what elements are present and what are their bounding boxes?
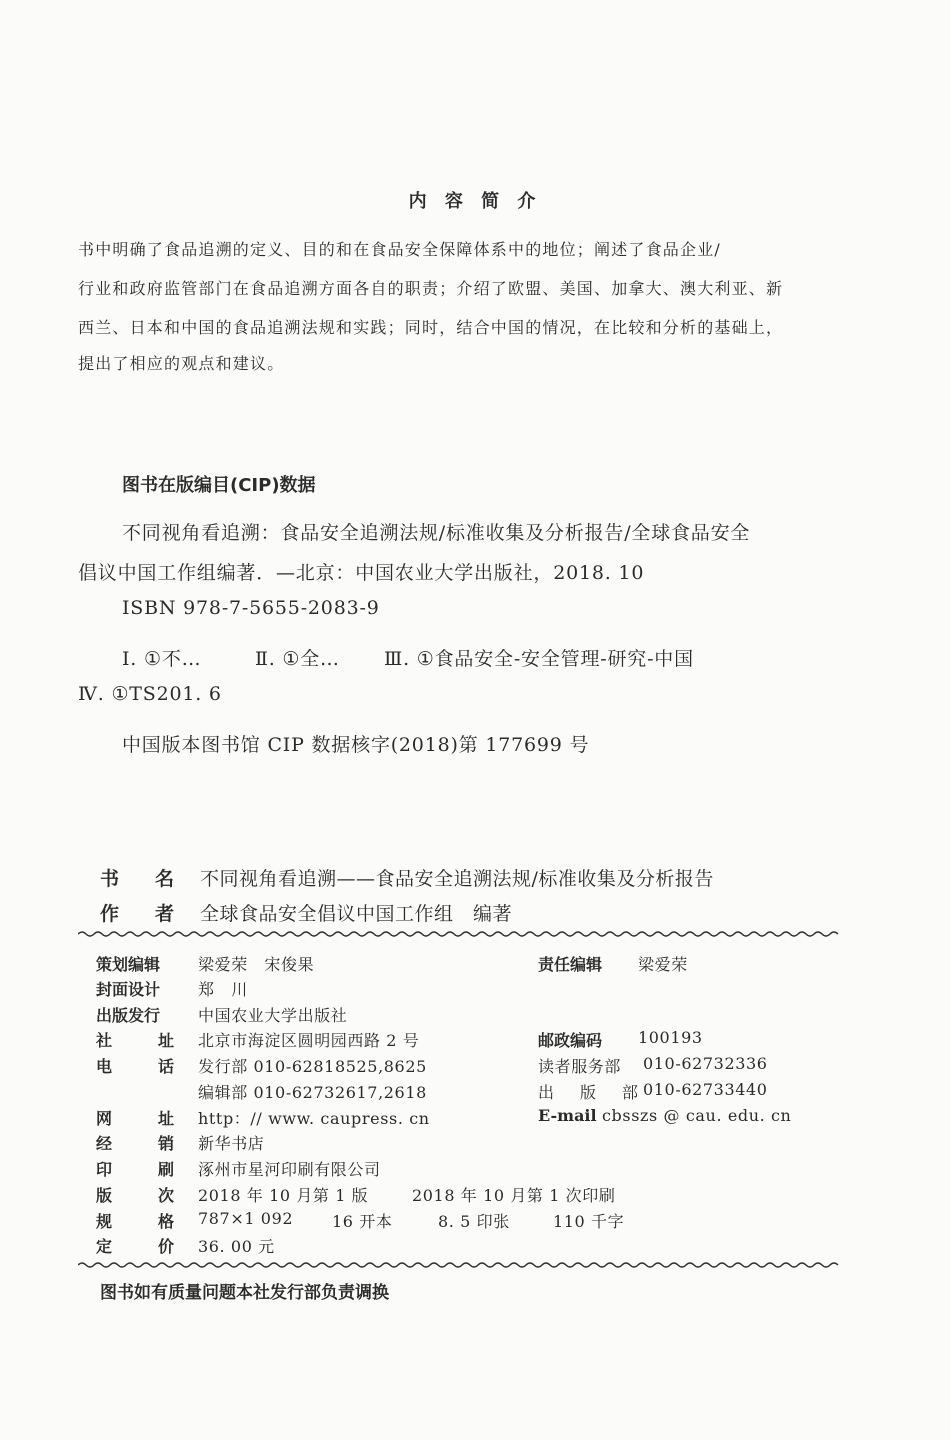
address-label: 社 — [96, 1031, 113, 1050]
publishing-dept-value: 010-62733440 — [643, 1080, 768, 1099]
quality-notice: 图书如有质量问题本社发行部负责调换 — [100, 1283, 389, 1303]
distributor-label: 销 — [158, 1134, 175, 1153]
publishing-dept-label: 版 — [580, 1083, 597, 1102]
summary-line: 行业和政府监管部门在食品追溯方面各自的职责；介绍了欧盟、美国、加拿大、澳大利亚、新 — [78, 279, 784, 298]
planning-editor-label: 策划编辑 — [96, 955, 161, 974]
wavy-divider-top — [78, 930, 843, 938]
wavy-divider-bottom — [78, 1261, 843, 1269]
price-value: 36. 00 元 — [198, 1237, 275, 1256]
distributor-value: 新华书店 — [198, 1134, 265, 1153]
phone-value-editorial: 编辑部 010-62732617,2618 — [198, 1083, 427, 1102]
author-value: 全球食品安全倡议中国工作组 编著 — [200, 903, 513, 925]
edition-label: 版 — [96, 1186, 113, 1205]
book-title-label: 书 — [100, 868, 120, 890]
book-title-label: 名 — [155, 868, 175, 890]
printer-value: 涿州市星河印刷有限公司 — [198, 1160, 381, 1179]
website-value[interactable]: http：// www. caupress. cn — [198, 1109, 430, 1128]
book-title-value: 不同视角看追溯——食品安全追溯法规/标准收集及分析报告 — [200, 868, 714, 890]
author-label: 者 — [155, 903, 175, 925]
responsible-editor-value: 梁爱荣 — [638, 955, 688, 974]
edition-label: 次 — [158, 1186, 175, 1205]
cip-class-4: Ⅳ. ①TS201. 6 — [78, 683, 222, 705]
distributor-label: 经 — [96, 1134, 113, 1153]
spec-words: 110 千字 — [553, 1212, 625, 1231]
author-label: 作 — [100, 903, 120, 925]
spec-format: 787×1 092 — [198, 1209, 294, 1228]
publishing-dept-label: 部 — [622, 1083, 639, 1102]
price-label: 定 — [96, 1237, 113, 1256]
summary-title: 内 容 简 介 — [408, 191, 542, 212]
email-label: E-mail — [538, 1106, 597, 1125]
printing-value: 2018 年 10 月第 1 次印刷 — [412, 1186, 616, 1205]
reader-service-label: 读者服务部 — [538, 1057, 622, 1076]
postcode-value: 100193 — [638, 1028, 703, 1047]
cip-record: 中国版本图书馆 CIP 数据核字(2018)第 177699 号 — [122, 734, 590, 756]
cip-line-2: 倡议中国工作组编著．—北京：中国农业大学出版社，2018. 10 — [78, 562, 645, 584]
printer-label: 印 — [96, 1160, 113, 1179]
planning-editor-value: 梁爱荣 宋俊果 — [198, 955, 315, 974]
cip-isbn: ISBN 978-7-5655-2083-9 — [122, 597, 380, 619]
phone-label: 电 — [96, 1057, 113, 1076]
cip-class-2: Ⅱ. ①全… — [255, 648, 340, 670]
spec-sheets: 8. 5 印张 — [438, 1212, 510, 1231]
spec-label: 格 — [158, 1212, 175, 1231]
website-label: 网 — [96, 1109, 113, 1128]
responsible-editor-label: 责任编辑 — [538, 955, 603, 974]
cip-title: 图书在版编目(CIP)数据 — [122, 475, 316, 496]
email-value[interactable]: cbsszs @ cau. edu. cn — [602, 1106, 792, 1125]
cover-design-value: 郑 川 — [198, 980, 248, 999]
address-value: 北京市海淀区圆明园西路 2 号 — [198, 1031, 420, 1050]
cip-class-3: Ⅲ. ①食品安全-安全管理-研究-中国 — [384, 648, 694, 670]
spec-kai: 16 开本 — [332, 1212, 393, 1231]
price-label: 价 — [158, 1237, 175, 1256]
edition-value: 2018 年 10 月第 1 版 — [198, 1186, 369, 1205]
postcode-label: 邮政编码 — [538, 1031, 603, 1050]
printer-label: 刷 — [158, 1160, 175, 1179]
publishing-dept-label: 出 — [538, 1083, 555, 1102]
website-label: 址 — [158, 1109, 175, 1128]
spec-label: 规 — [96, 1212, 113, 1231]
summary-line: 书中明确了食品追溯的定义、目的和在食品安全保障体系中的地位；阐述了食品企业/ — [78, 240, 721, 259]
address-label: 址 — [158, 1031, 175, 1050]
summary-line: 西兰、日本和中国的食品追溯法规和实践；同时，结合中国的情况，在比较和分析的基础上， — [78, 318, 784, 337]
publisher-label: 出版发行 — [96, 1006, 161, 1025]
publisher-value: 中国农业大学出版社 — [198, 1006, 348, 1025]
reader-service-value: 010-62732336 — [643, 1054, 768, 1073]
summary-line: 提出了相应的观点和建议。 — [78, 354, 285, 373]
cover-design-label: 封面设计 — [96, 980, 161, 999]
cip-line-1: 不同视角看追溯：食品安全追溯法规/标准收集及分析报告/全球食品安全 — [122, 522, 751, 544]
cip-class-1: Ⅰ. ①不… — [122, 648, 202, 670]
phone-label: 话 — [158, 1057, 175, 1076]
phone-value-sales: 发行部 010-62818525,8625 — [198, 1057, 427, 1076]
